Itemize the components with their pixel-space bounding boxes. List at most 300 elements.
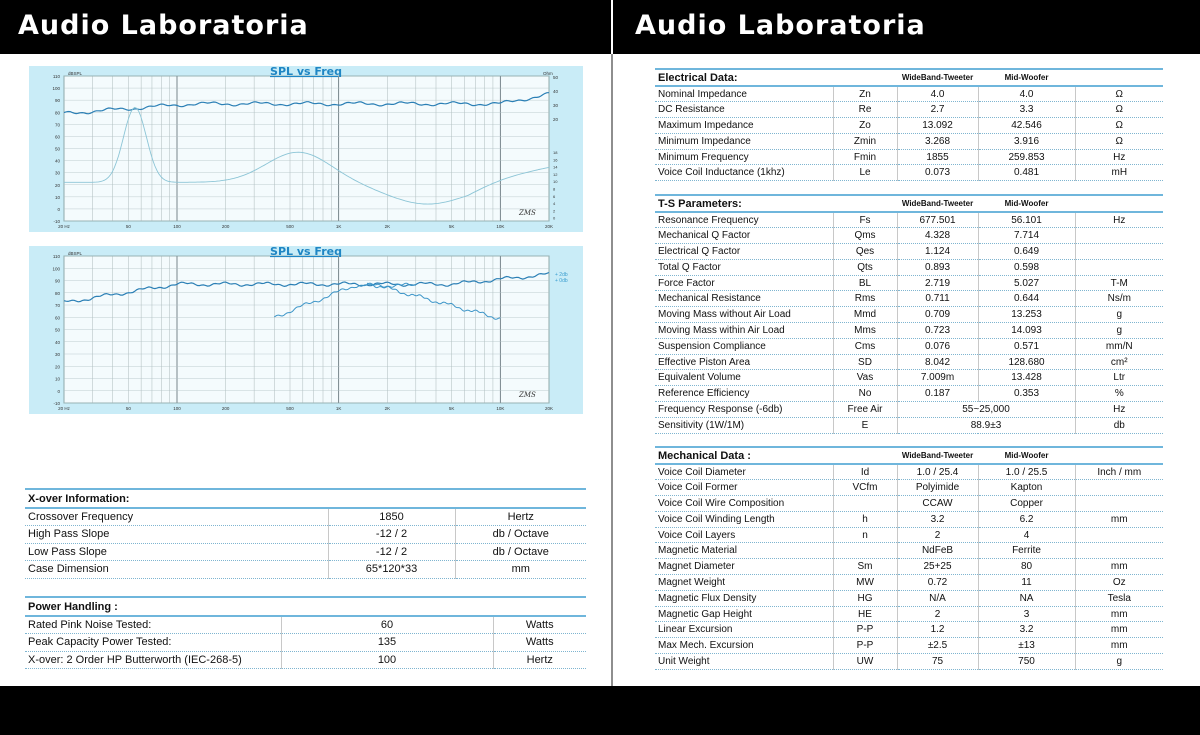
right-tick-label: 0 (553, 215, 556, 221)
y-tick-label: 30 (54, 170, 60, 176)
table-cell: 13.092 (897, 118, 978, 134)
table-cell: mm (1075, 606, 1163, 622)
table-cell: Zn (833, 86, 897, 102)
table-cell: Magnetic Flux Density (655, 590, 833, 606)
table-row (655, 527, 1163, 543)
table-cell: UW (833, 654, 897, 670)
table-cell: 3.268 (897, 133, 978, 149)
table-cell: Ns/m (1075, 291, 1163, 307)
table-cell: E (833, 417, 897, 433)
x-tick-label: 20K (544, 224, 554, 229)
table-cell: 42.546 (978, 118, 1075, 134)
table-cell (1075, 496, 1163, 512)
table-cell: Voice Coil Wire Composition (655, 496, 833, 512)
table-cell: Unit Weight (655, 654, 833, 670)
x-tick-label: 200 (221, 224, 230, 229)
table-cell: 14.093 (978, 323, 1075, 339)
table-cell: 7.714 (978, 228, 1075, 244)
table-cell: 128.680 (978, 354, 1075, 370)
table-cell: 55~25,000 (897, 402, 1075, 418)
table-cell: Fs (833, 212, 897, 228)
table-cell: 11 (978, 575, 1075, 591)
table-cell: DC Resistance (655, 102, 833, 118)
table-cell: Hz (1075, 149, 1163, 165)
xover-table (25, 488, 586, 579)
table-cell: 4.0 (978, 86, 1075, 102)
mechanical-col2-header: Mid-Woofer (978, 447, 1075, 464)
table-cell: Magnet Weight (655, 575, 833, 591)
table-row (655, 622, 1163, 638)
table-cell: mm (1075, 638, 1163, 654)
x-tick-label: 20 Hz (58, 224, 70, 229)
table-cell: 60 (281, 616, 493, 634)
table-cell: Peak Capacity Power Tested: (25, 634, 281, 652)
table-cell: P-P (833, 622, 897, 638)
y-tick-label: 70 (54, 122, 60, 128)
table-cell: 0.353 (978, 386, 1075, 402)
table-cell: Sensitivity (1W/1M) (655, 417, 833, 433)
chart-title: SPL vs Freq (270, 66, 342, 78)
right-tick-label: 2 (553, 208, 556, 214)
table-cell: Mechanical Resistance (655, 291, 833, 307)
table-row (25, 651, 586, 669)
electrical-col1-header: WideBand-Tweeter (897, 69, 978, 86)
table-row (655, 480, 1163, 496)
table-cell: 8.042 (897, 354, 978, 370)
table-cell: Oz (1075, 575, 1163, 591)
ts-col1-header: WideBand-Tweeter (897, 195, 978, 212)
electrical-title: Electrical Data: (655, 69, 897, 86)
mechanical-col1-header: WideBand-Tweeter (897, 447, 978, 464)
table-cell: 0.076 (897, 338, 978, 354)
table-cell: Magnetic Gap Height (655, 606, 833, 622)
xover-title: X-over Information: (25, 489, 586, 508)
right-tick-label: 4 (553, 201, 556, 207)
table-row (655, 86, 1163, 102)
table-cell: 0.187 (897, 386, 978, 402)
table-cell: NdFeB (897, 543, 978, 559)
table-cell: Ferrite (978, 543, 1075, 559)
table-cell: 3.2 (978, 622, 1075, 638)
table-cell: 13.428 (978, 370, 1075, 386)
y-tick-label: 80 (54, 290, 60, 296)
table-cell: Kapton (978, 480, 1075, 496)
table-cell: 75 (897, 654, 978, 670)
table-row (655, 638, 1163, 654)
table-cell: Linear Excursion (655, 622, 833, 638)
table-cell: Minimum Frequency (655, 149, 833, 165)
table-cell: 100 (281, 651, 493, 669)
table-cell: 0.571 (978, 338, 1075, 354)
table-row (655, 370, 1163, 386)
chart-signature: ZMS (519, 209, 536, 217)
x-tick-label: 20 Hz (58, 406, 70, 411)
spl-chart-1-svg (29, 66, 583, 232)
y-tick-label: 100 (52, 86, 60, 92)
x-tick-label: 500 (286, 224, 294, 229)
table-cell: Hz (1075, 212, 1163, 228)
table-cell: h (833, 511, 897, 527)
y-tick-label: 60 (54, 134, 60, 140)
ts-title: T-S Parameters: (655, 195, 897, 212)
table-cell (1075, 259, 1163, 275)
table-cell: Voice Coil Diameter (655, 464, 833, 480)
table-cell: Magnet Diameter (655, 559, 833, 575)
table-cell: 13.253 (978, 307, 1075, 323)
table-cell: g (1075, 323, 1163, 339)
y-tick-label: 10 (54, 376, 60, 382)
table-cell: Re (833, 102, 897, 118)
table-cell: 0.481 (978, 165, 1075, 181)
table-row (655, 402, 1163, 418)
table-cell: 1.0 / 25.4 (897, 464, 978, 480)
y-tick-label: 70 (54, 303, 60, 308)
table-row (655, 338, 1163, 354)
table-cell: High Pass Slope (25, 526, 328, 544)
table-cell: Ω (1075, 102, 1163, 118)
x-tick-label: 1K (335, 406, 342, 411)
spl-impedance-chart (29, 66, 583, 232)
table-cell: 1.124 (897, 244, 978, 260)
table-cell: Case Dimension (25, 561, 328, 579)
x-tick-label: 2K (384, 406, 391, 411)
table-cell: Equivalent Volume (655, 370, 833, 386)
table-row (655, 511, 1163, 527)
table-cell: Rated Pink Noise Tested: (25, 616, 281, 634)
right-axis-unit: Ohm (543, 71, 553, 76)
table-cell: 3 (978, 606, 1075, 622)
table-cell: Mms (833, 323, 897, 339)
table-cell: Qts (833, 259, 897, 275)
table-cell: 6.2 (978, 511, 1075, 527)
table-row (655, 212, 1163, 228)
table-cell: Magnetic Material (655, 543, 833, 559)
table-cell: 3.3 (978, 102, 1075, 118)
table-row (655, 323, 1163, 339)
table-cell: mm (1075, 622, 1163, 638)
table-cell: 1.2 (897, 622, 978, 638)
table-cell: 80 (978, 559, 1075, 575)
table-cell: Nominal Impedance (655, 86, 833, 102)
table-cell: No (833, 386, 897, 402)
chart-title: SPL vs Freq (270, 246, 342, 258)
table-cell (1075, 527, 1163, 543)
x-tick-label: 200 (221, 406, 230, 411)
right-tick-label: 16 (553, 157, 558, 163)
table-row (25, 561, 586, 579)
table-cell: -12 / 2 (328, 543, 455, 561)
right-tick-label: 50 (553, 75, 559, 80)
table-cell: 3.2 (897, 511, 978, 527)
table-cell: Moving Mass within Air Load (655, 323, 833, 339)
y-tick-label: 90 (54, 278, 60, 284)
y-tick-label: 20 (54, 364, 60, 370)
table-row (655, 543, 1163, 559)
table-cell: Frequency Response (-6db) (655, 402, 833, 418)
table-cell: Minimum Impedance (655, 133, 833, 149)
table-row (25, 526, 586, 544)
table-cell: Watts (493, 616, 586, 634)
table-cell: Voice Coil Winding Length (655, 511, 833, 527)
table-cell: 1850 (328, 508, 455, 526)
table-cell: 135 (281, 634, 493, 652)
mechanical-title: Mechanical Data : (655, 447, 897, 464)
spl-chart-2-svg (29, 246, 583, 414)
x-tick-label: 50 (125, 406, 131, 411)
header-bar-left (0, 0, 611, 54)
table-cell: g (1075, 654, 1163, 670)
table-cell: 4.328 (897, 228, 978, 244)
ts-table (655, 194, 1163, 434)
electrical-table (655, 68, 1163, 181)
page-divider (611, 54, 613, 686)
right-tick-label: 14 (553, 164, 558, 170)
table-cell: Voice Coil Layers (655, 527, 833, 543)
table-cell: 0.598 (978, 259, 1075, 275)
y-tick-label: 90 (54, 98, 60, 104)
y-tick-label: 40 (54, 158, 60, 164)
table-row (655, 307, 1163, 323)
table-cell: Suspension Compliance (655, 338, 833, 354)
table-cell: VCfm (833, 480, 897, 496)
table-cell: 65*120*33 (328, 561, 455, 579)
table-cell: Ltr (1075, 370, 1163, 386)
x-tick-label: 500 (286, 406, 294, 411)
x-tick-label: 50 (125, 224, 131, 229)
y-axis-unit: dBSPL (68, 251, 83, 256)
table-cell: Reference Efficiency (655, 386, 833, 402)
y-tick-label: 110 (52, 254, 60, 259)
table-cell (1075, 480, 1163, 496)
table-row (655, 149, 1163, 165)
brand-title-left: Audio Laboratoria (18, 10, 309, 41)
table-cell: 4 (978, 527, 1075, 543)
table-cell: 5.027 (978, 275, 1075, 291)
table-cell: NA (978, 590, 1075, 606)
table-row (655, 291, 1163, 307)
table-cell: 0.72 (897, 575, 978, 591)
table-cell: Electrical Q Factor (655, 244, 833, 260)
table-cell: HE (833, 606, 897, 622)
brand-title-right: Audio Laboratoria (635, 10, 926, 41)
table-cell: Rms (833, 291, 897, 307)
table-cell: Hz (1075, 402, 1163, 418)
y-tick-label: 50 (54, 146, 60, 152)
table-cell (1075, 228, 1163, 244)
y-tick-label: 50 (54, 327, 60, 333)
table-row (655, 228, 1163, 244)
table-cell: Fmin (833, 149, 897, 165)
table-row (655, 496, 1163, 512)
table-cell: 3.916 (978, 133, 1075, 149)
table-cell: db / Octave (455, 543, 586, 561)
x-tick-label: 5K (448, 224, 455, 229)
table-row (655, 102, 1163, 118)
table-cell: Maximum Impedance (655, 118, 833, 134)
table-row (655, 654, 1163, 670)
table-cell: Zmin (833, 133, 897, 149)
table-cell (833, 543, 897, 559)
table-cell: Mmd (833, 307, 897, 323)
table-cell: 1855 (897, 149, 978, 165)
table-cell: MW (833, 575, 897, 591)
x-tick-label: 5K (448, 406, 455, 411)
table-cell: 25+25 (897, 559, 978, 575)
table-cell: mm/N (1075, 338, 1163, 354)
table-cell: Crossover Frequency (25, 508, 328, 526)
table-cell: mH (1075, 165, 1163, 181)
table-cell: n (833, 527, 897, 543)
table-row (655, 118, 1163, 134)
table-cell: Total Q Factor (655, 259, 833, 275)
y-tick-label: 0 (57, 388, 60, 394)
table-cell: 1.0 / 25.5 (978, 464, 1075, 480)
table-cell: ±2.5 (897, 638, 978, 654)
table-cell: 0.644 (978, 291, 1075, 307)
table-cell: Sm (833, 559, 897, 575)
table-cell: 2.719 (897, 275, 978, 291)
table-cell: BL (833, 275, 897, 291)
table-cell: mm (455, 561, 586, 579)
y-tick-label: 80 (54, 110, 60, 116)
table-cell (1075, 543, 1163, 559)
table-row (655, 464, 1163, 480)
right-tick-label: 10 (553, 179, 558, 185)
table-cell: db (1075, 417, 1163, 433)
table-cell: 259.853 (978, 149, 1075, 165)
y-tick-label: 0 (57, 206, 60, 212)
table-cell: db / Octave (455, 526, 586, 544)
table-cell: 0.709 (897, 307, 978, 323)
table-cell: T-M (1075, 275, 1163, 291)
table-cell: 0.649 (978, 244, 1075, 260)
table-row (655, 559, 1163, 575)
table-cell: g (1075, 307, 1163, 323)
table-cell: ±13 (978, 638, 1075, 654)
header-bar-right (613, 0, 1200, 54)
y-tick-label: 20 (54, 182, 60, 188)
table-cell: 677.501 (897, 212, 978, 228)
table-cell: 0.711 (897, 291, 978, 307)
table-cell: 88.9±3 (897, 417, 1075, 433)
x-tick-label: 10K (496, 224, 505, 229)
table-cell: 750 (978, 654, 1075, 670)
table-row (655, 165, 1163, 181)
table-cell: Qes (833, 244, 897, 260)
legend-entry: + 2db (555, 272, 568, 278)
table-cell: Id (833, 464, 897, 480)
table-cell: Voice Coil Former (655, 480, 833, 496)
y-tick-label: 100 (52, 266, 60, 272)
power-title: Power Handling : (25, 597, 586, 616)
table-cell: Tesla (1075, 590, 1163, 606)
x-tick-label: 10K (496, 406, 505, 411)
table-cell: Ω (1075, 133, 1163, 149)
table-cell: Inch / mm (1075, 464, 1163, 480)
right-tick-label: 40 (553, 89, 559, 94)
table-cell: Watts (493, 634, 586, 652)
x-tick-label: 20K (544, 406, 554, 411)
table-cell: Voice Coil Inductance (1khz) (655, 165, 833, 181)
table-cell: 2 (897, 527, 978, 543)
chart-signature: ZMS (519, 391, 536, 399)
table-cell: Cms (833, 338, 897, 354)
table-cell: Free Air (833, 402, 897, 418)
table-cell: Hertz (493, 651, 586, 669)
table-cell: Force Factor (655, 275, 833, 291)
table-cell: 0.723 (897, 323, 978, 339)
table-row (25, 543, 586, 561)
table-cell: mm (1075, 559, 1163, 575)
table-cell: 2 (897, 606, 978, 622)
table-cell: CCAW (897, 496, 978, 512)
table-cell: P-P (833, 638, 897, 654)
table-cell: Hertz (455, 508, 586, 526)
y-tick-label: 60 (54, 315, 60, 321)
table-row (655, 354, 1163, 370)
table-row (655, 244, 1163, 260)
table-cell: Zo (833, 118, 897, 134)
right-tick-label: 12 (553, 171, 558, 177)
table-cell (833, 496, 897, 512)
y-tick-label: 10 (54, 194, 60, 200)
y-tick-label: -10 (53, 219, 60, 224)
table-row (25, 616, 586, 634)
table-cell: Copper (978, 496, 1075, 512)
x-tick-label: 100 (173, 224, 181, 229)
table-cell: SD (833, 354, 897, 370)
y-tick-label: -10 (53, 401, 60, 406)
electrical-col2-header: Mid-Woofer (978, 69, 1075, 86)
y-tick-label: 40 (54, 339, 60, 345)
table-row (655, 590, 1163, 606)
x-tick-label: 2K (384, 224, 391, 229)
table-row (655, 606, 1163, 622)
table-cell: 2.7 (897, 102, 978, 118)
legend-entry: + 0db (555, 278, 568, 284)
table-cell: Moving Mass without Air Load (655, 307, 833, 323)
y-axis-unit: dBSPL (68, 71, 83, 76)
table-cell: Mechanical Q Factor (655, 228, 833, 244)
mechanical-table (655, 446, 1163, 670)
table-cell: mm (1075, 511, 1163, 527)
footer-bar (0, 686, 1200, 735)
table-cell: Ω (1075, 118, 1163, 134)
x-tick-label: 1K (335, 224, 342, 229)
table-cell: Resonance Frequency (655, 212, 833, 228)
table-cell: 4.0 (897, 86, 978, 102)
table-row (655, 386, 1163, 402)
table-cell: 7.009m (897, 370, 978, 386)
table-cell: % (1075, 386, 1163, 402)
table-cell: 0.073 (897, 165, 978, 181)
table-cell: X-over: 2 Order HP Butterworth (IEC-268-5) (25, 651, 281, 669)
ts-col2-header: Mid-Woofer (978, 195, 1075, 212)
table-cell: -12 / 2 (328, 526, 455, 544)
power-table (25, 596, 586, 669)
table-cell: Low Pass Slope (25, 543, 328, 561)
table-cell: Polyimide (897, 480, 978, 496)
table-row (655, 133, 1163, 149)
table-cell: Qms (833, 228, 897, 244)
table-cell (1075, 244, 1163, 260)
table-cell: cm² (1075, 354, 1163, 370)
table-row (655, 417, 1163, 433)
table-cell: Max Mech. Excursion (655, 638, 833, 654)
table-cell: 56.101 (978, 212, 1075, 228)
table-row (655, 575, 1163, 591)
table-row (655, 275, 1163, 291)
